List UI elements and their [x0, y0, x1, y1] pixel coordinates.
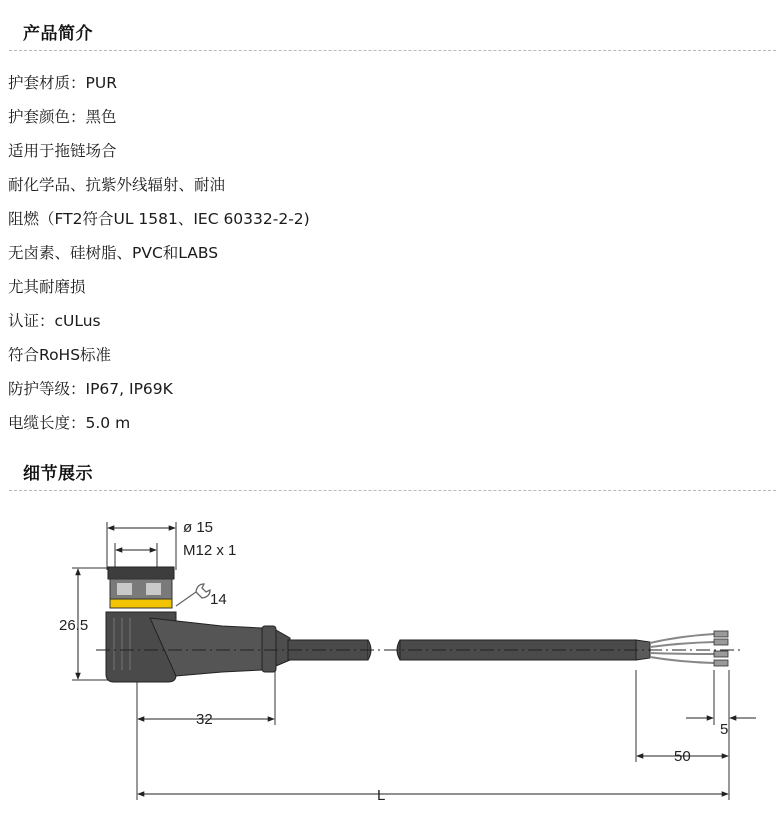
- wire-tips: [714, 631, 728, 666]
- spec-resistance: 耐化学品、抗紫外线辐射、耐油: [8, 176, 226, 194]
- spec-abrasion: 尤其耐磨损: [8, 278, 86, 296]
- dim-thread: M12 x 1: [183, 542, 237, 559]
- dim-wrench: 14: [210, 591, 227, 608]
- dim-diameter: ø 15: [183, 519, 214, 536]
- spec-certification: 认证：cULus: [8, 312, 101, 330]
- dim-total-length: L: [377, 787, 386, 804]
- dim-strip-long: 50: [674, 748, 691, 765]
- cable-dimension-drawing: [0, 500, 776, 834]
- intro-title: 产品简介: [23, 24, 93, 44]
- spec-cable-length: 电缆长度：5.0 m: [8, 414, 131, 432]
- wrench-icon: [176, 584, 210, 606]
- dim-head-length: 32: [196, 711, 213, 728]
- spec-jacket-material: 护套材质：PUR: [8, 74, 117, 92]
- spec-protection: 防护等级：IP67, IP69K: [8, 380, 173, 398]
- spec-rohs: 符合RoHS标准: [8, 346, 112, 364]
- connector-head: [106, 567, 290, 682]
- dim-strip-short: 5: [720, 721, 729, 738]
- details-section-header: [9, 452, 776, 491]
- wire-ends: [650, 634, 714, 663]
- details-title: 细节展示: [23, 464, 93, 484]
- spec-drag-chain: 适用于拖链场合: [8, 142, 117, 160]
- spec-jacket-color: 护套颜色：黑色: [8, 108, 117, 126]
- spec-list: [8, 66, 310, 440]
- dim-height: 26.5: [59, 617, 89, 634]
- spec-halogen-free: 无卤素、硅树脂、PVC和LABS: [8, 244, 219, 262]
- spec-flame-retardant: 阻燃（FT2符合UL 1581、IEC 60332-2-2): [8, 210, 310, 228]
- intro-section-header: [9, 12, 776, 51]
